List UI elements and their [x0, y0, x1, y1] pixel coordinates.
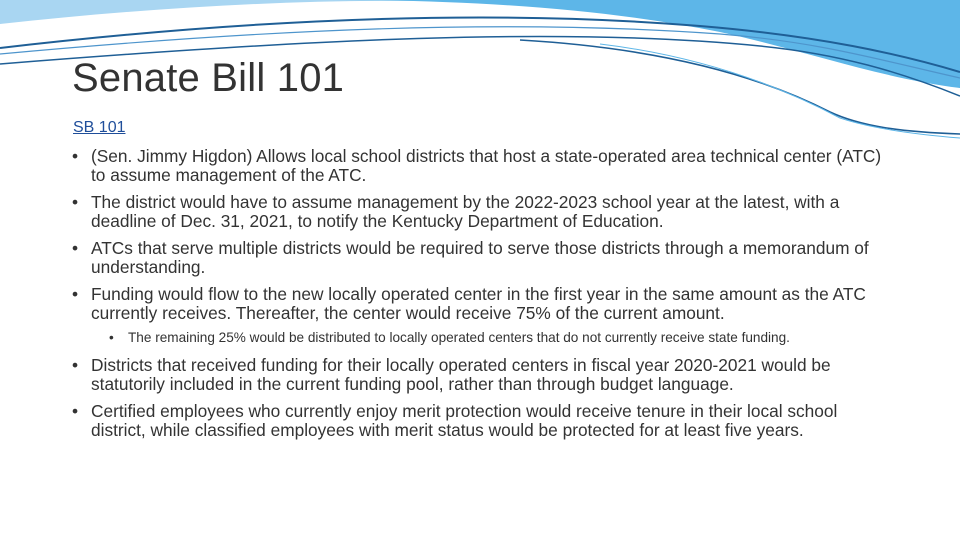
bullet-list	[72, 147, 887, 448]
sub-bullet-item	[72, 331, 887, 345]
sb-101-link[interactable]: SB 101	[73, 119, 126, 136]
bullet-text: ATCs that serve multiple districts would be required to serve those districts through a memorandum of understanding.	[91, 238, 869, 277]
bullet-text: The remaining 25% would be distributed to locally operated centers that do not currently receive state funding.	[128, 330, 790, 345]
bullet-item	[72, 356, 887, 394]
bullet-marker: •	[72, 146, 79, 166]
bullet-text: (Sen. Jimmy Higdon) Allows local school districts that host a state-operated area technical center (ATC) to assume management of the ATC.	[91, 146, 882, 185]
bullet-marker: •	[72, 192, 79, 212]
bullet-text: Districts that received funding for their locally operated centers in fiscal year 2020-2021 would be statutorily included in the current funding pool, rather than through budget language.	[91, 355, 831, 394]
bullet-item	[72, 402, 887, 440]
bullet-marker: •	[109, 330, 114, 345]
bullet-item	[72, 147, 887, 185]
bullet-item	[72, 239, 887, 277]
bullet-text: Certified employees who currently enjoy merit protection would receive tenure in their local school district, while classified employees with merit status would be protected for at least five years.	[91, 401, 838, 440]
bullet-item	[72, 285, 887, 323]
bullet-marker: •	[72, 355, 79, 375]
bullet-marker: •	[72, 284, 79, 304]
bullet-marker: •	[72, 238, 79, 258]
bullet-marker: •	[72, 401, 79, 421]
bullet-text: The district would have to assume management by the 2022-2023 school year at the latest, with a deadline of Dec. 31, 2021, to notify the Kentucky Department of Education.	[91, 192, 840, 231]
bullet-item	[72, 193, 887, 231]
wave-light-band	[330, 0, 960, 88]
bullet-text: Funding would flow to the new locally operated center in the first year in the same amount as the ATC currently receives. Thereafter, the center would receive 75% of the current amount.	[91, 284, 866, 323]
slide-title: Senate Bill 101	[72, 56, 345, 100]
